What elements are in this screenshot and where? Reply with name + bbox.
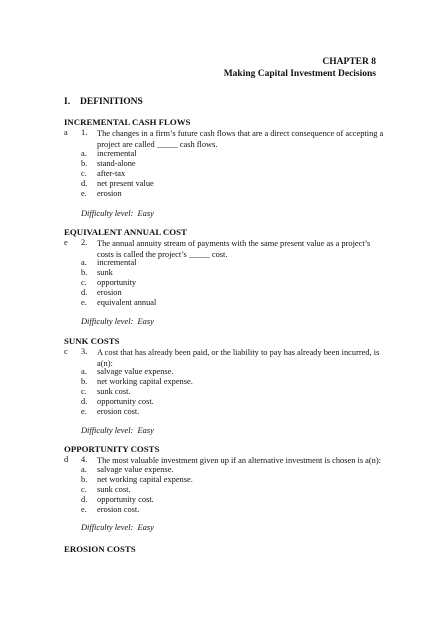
topic-heading: EROSION COSTS [64, 544, 136, 554]
option-letter: b. [81, 159, 88, 168]
question-number: 2. [81, 238, 88, 247]
question-text: The changes in a firm’s future cash flows that are a direct consequence of accepting a project are called _____ cash flows. [97, 129, 384, 149]
difficulty-label: Difficulty level: [81, 209, 134, 218]
option-letter: d. [81, 179, 88, 188]
question-number: 4. [81, 455, 88, 464]
option-text: erosion [97, 288, 122, 297]
option-row [0, 397, 440, 407]
option-text: erosion cost. [97, 407, 140, 416]
option-row [0, 179, 440, 189]
question-text: The annual annuity stream of payments with the same present value as a project’s costs is called the project’s _____ cost. [97, 239, 371, 259]
option-row [0, 495, 440, 505]
difficulty-label: Difficulty level: [81, 426, 134, 435]
option-row [0, 298, 440, 308]
option-text: sunk [97, 268, 113, 277]
topic-heading: OPPORTUNITY COSTS [64, 444, 160, 454]
option-row [0, 475, 440, 485]
option-row [0, 407, 440, 417]
difficulty-line [81, 209, 154, 218]
answer-key: c [64, 347, 68, 356]
option-text: opportunity [97, 278, 137, 287]
chapter-title: Making Capital Investment Decisions [223, 69, 376, 79]
option-text: salvage value expense. [97, 465, 174, 474]
section-heading [64, 97, 143, 107]
chapter-number: CHAPTER 8 [322, 57, 376, 67]
option-row [0, 278, 440, 288]
option-text: equivalent annual [97, 298, 157, 307]
option-text: stand-alone [97, 159, 136, 168]
section-number: I. [64, 97, 71, 107]
option-letter: c. [81, 278, 87, 287]
option-letter: d. [81, 397, 88, 406]
option-row [0, 258, 440, 268]
option-letter: a. [81, 149, 87, 158]
option-row [0, 367, 440, 377]
question-number: 3. [81, 347, 88, 356]
option-text: erosion cost. [97, 505, 140, 514]
question-number: 1. [81, 128, 88, 137]
option-row [0, 465, 440, 475]
option-letter: d. [81, 495, 88, 504]
option-text: sunk cost. [97, 485, 131, 494]
difficulty-level: Easy [137, 317, 154, 326]
option-letter: c. [81, 169, 87, 178]
question-text: The most valuable investment given up if an alternative investment is chosen is a(n): [97, 456, 381, 465]
option-row [0, 485, 440, 495]
option-text: erosion [97, 189, 122, 198]
option-text: incremental [97, 149, 137, 158]
difficulty-level: Easy [137, 523, 154, 532]
option-text: net present value [97, 179, 154, 188]
answer-key: d [64, 455, 69, 464]
answer-key: e [64, 238, 68, 247]
option-text: opportunity cost. [97, 397, 154, 406]
difficulty-line [81, 523, 154, 532]
option-row [0, 159, 440, 169]
option-text: incremental [97, 258, 137, 267]
question-text: A cost that has already been paid, or the liability to pay has already been incurred, is a(n): [97, 348, 380, 368]
option-letter: e. [81, 407, 87, 416]
option-row [0, 377, 440, 387]
difficulty-line [81, 426, 154, 435]
option-text: sunk cost. [97, 387, 131, 396]
answer-key: a [64, 128, 68, 137]
option-letter: b. [81, 268, 88, 277]
option-row [0, 268, 440, 278]
option-letter: a. [81, 367, 87, 376]
option-text: net working capital expense. [97, 475, 193, 484]
option-row [0, 169, 440, 179]
topic-heading: EQUIVALENT ANNUAL COST [64, 227, 187, 237]
option-letter: c. [81, 485, 87, 494]
topic-heading: INCREMENTAL CASH FLOWS [64, 117, 191, 127]
section-title: DEFINITIONS [80, 97, 143, 107]
option-row [0, 149, 440, 159]
topic-heading: SUNK COSTS [64, 336, 120, 346]
option-text: salvage value expense. [97, 367, 174, 376]
difficulty-label: Difficulty level: [81, 317, 134, 326]
option-letter: b. [81, 377, 88, 386]
option-row [0, 387, 440, 397]
option-letter: e. [81, 298, 87, 307]
option-row [0, 189, 440, 199]
difficulty-level: Easy [137, 209, 154, 218]
option-text: after-tax [97, 169, 126, 178]
option-letter: a. [81, 258, 87, 267]
option-letter: b. [81, 475, 88, 484]
option-letter: e. [81, 505, 87, 514]
option-letter: a. [81, 465, 87, 474]
option-letter: e. [81, 189, 87, 198]
option-row [0, 505, 440, 515]
difficulty-level: Easy [137, 426, 154, 435]
option-text: net working capital expense. [97, 377, 193, 386]
option-letter: d. [81, 288, 88, 297]
difficulty-label: Difficulty level: [81, 523, 134, 532]
option-text: opportunity cost. [97, 495, 154, 504]
option-letter: c. [81, 387, 87, 396]
difficulty-line [81, 317, 154, 326]
option-row [0, 288, 440, 298]
